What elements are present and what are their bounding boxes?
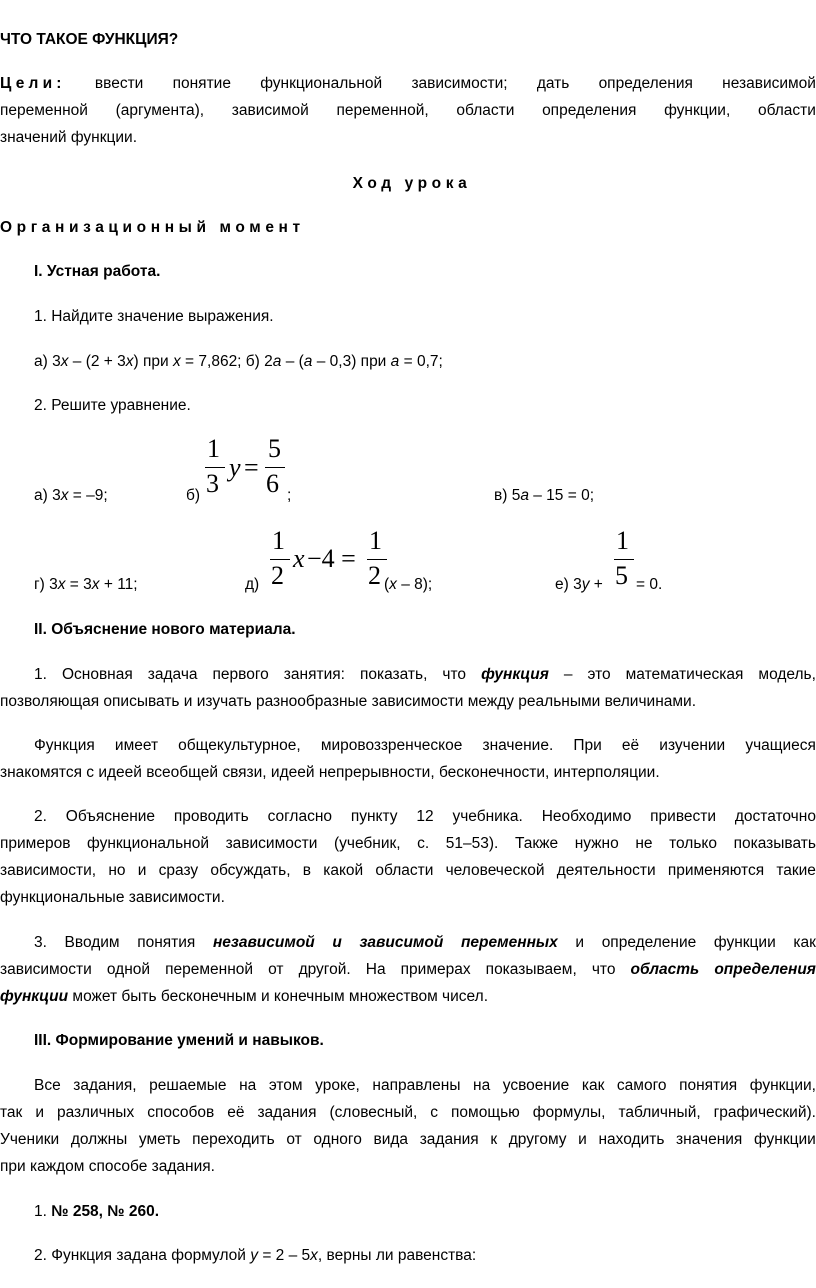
eq-b-numerator-2: 5 (268, 434, 281, 463)
goals-line-1: Цели: ввести понятие функциональной зависимости; дать определения независимой (0, 75, 816, 92)
eq-b-variable: y (229, 453, 241, 482)
equation-g: г) 3x = 3x + 11; (34, 576, 138, 593)
eq-e-numerator: 1 (616, 526, 629, 555)
lesson-heading: Ход урока (352, 175, 472, 192)
eq-d-denominator-1: 2 (271, 561, 284, 590)
s2-p2-line-1: Функция имеет общекультурное, мировоззренческое значение. При её изучении учащиеся (34, 737, 816, 754)
eq-b-denominator-2: 6 (266, 469, 279, 498)
goals-label: Цели: (0, 75, 66, 92)
eq-d-tail: (x – 8); (384, 576, 433, 593)
equation-a: а) 3x = –9; (34, 487, 108, 504)
s2-p3-line-4: функциональные зависимости. (0, 889, 225, 906)
eq-d-denominator-2: 2 (368, 561, 381, 590)
equation-d-label: д) (245, 576, 260, 593)
s3-task-1: 1. № 258, № 260. (34, 1203, 160, 1220)
s2-p4-line-3: функции может быть бесконечным и конечным множеством чисел. (0, 988, 488, 1005)
s2-p2-line-2: знакомятся с идеей всеобщей связи, идеей непрерывности, бесконечности, интерполяции. (0, 764, 660, 781)
s2-p1-line-2: позволяющая описывать и изучать разнообразные зависимости между реальными величинами. (0, 693, 696, 710)
s2-p1-line-1: 1. Основная задача первого занятия: показать, что функция – это математическая модель, (34, 666, 816, 683)
eq-b-numerator-1: 1 (207, 434, 220, 463)
org-moment-heading: Организационный момент (0, 219, 305, 236)
s2-p4-line-1: 3. Вводим понятия независимой и зависимой переменных и определение функции как (34, 934, 816, 951)
s3-task-2: 2. Функция задана формулой y = 2 – 5x, верны ли равенства: (34, 1247, 477, 1264)
eq-e-tail: = 0. (636, 576, 663, 593)
equation-e: е) 3y + (555, 576, 603, 593)
goals-line-3: значений функции. (0, 129, 137, 146)
eq-b-denominator-1: 3 (206, 469, 219, 498)
equation-b-label: б) (186, 487, 201, 504)
eq-d-minus-four-equals: −4 = (307, 544, 356, 573)
eq-b-equals: = (244, 453, 259, 482)
equation-c: в) 5a – 15 = 0; (494, 487, 595, 504)
eq-e-denominator: 5 (615, 561, 628, 590)
eq-d-numerator-2: 1 (369, 526, 382, 555)
s2-p4-line-2: зависимости одной переменной от другой. На примерах показываем, что область определения (0, 961, 816, 978)
s2-p3-line-1: 2. Объяснение проводить согласно пункту 12 учебника. Необходимо привести достаточно (34, 808, 816, 825)
eq-d-numerator-1: 1 (272, 526, 285, 555)
task-1-text: 1. Найдите значение выражения. (34, 308, 274, 325)
task-2-text: 2. Решите уравнение. (34, 397, 191, 414)
section-1-title: I. Устная работа. (34, 263, 161, 280)
section-3-title: III. Формирование умений и навыков. (34, 1032, 324, 1049)
s3-p1-line-4: при каждом способе задания. (0, 1158, 215, 1175)
page-title: ЧТО ТАКОЕ ФУНКЦИЯ? (0, 31, 179, 48)
task-1-expression: а) 3x – (2 + 3x) при x = 7,862; б) 2a – (a – 0,3) при a = 0,7; (34, 353, 443, 370)
s2-p3-line-3: зависимости, но и сразу обсуждать, в какой области человеческой деятельности применяются такие (0, 862, 816, 879)
term-function: функция (481, 666, 549, 683)
section-2-title: II. Объяснение нового материала. (34, 621, 296, 638)
s2-p3-line-2: примеров функциональной зависимости (учебник, с. 51–53). Также нужно не только показывать (0, 835, 816, 852)
goals-line-2: переменной (аргумента), зависимой переменной, области определения функции, области (0, 102, 816, 119)
s3-p1-line-3: Ученики должны уметь переходить от одного вида задания к другому и находить значения функции (0, 1131, 816, 1148)
eq-d-variable: x (293, 544, 305, 573)
s3-p1-line-2: так и различных способов её задания (словесный, с помощью формулы, табличный, графический). (0, 1104, 816, 1121)
eq-b-semicolon: ; (287, 487, 292, 504)
s3-p1-line-1: Все задания, решаемые на этом уроке, направлены на усвоение как самого понятия функции, (34, 1077, 816, 1094)
